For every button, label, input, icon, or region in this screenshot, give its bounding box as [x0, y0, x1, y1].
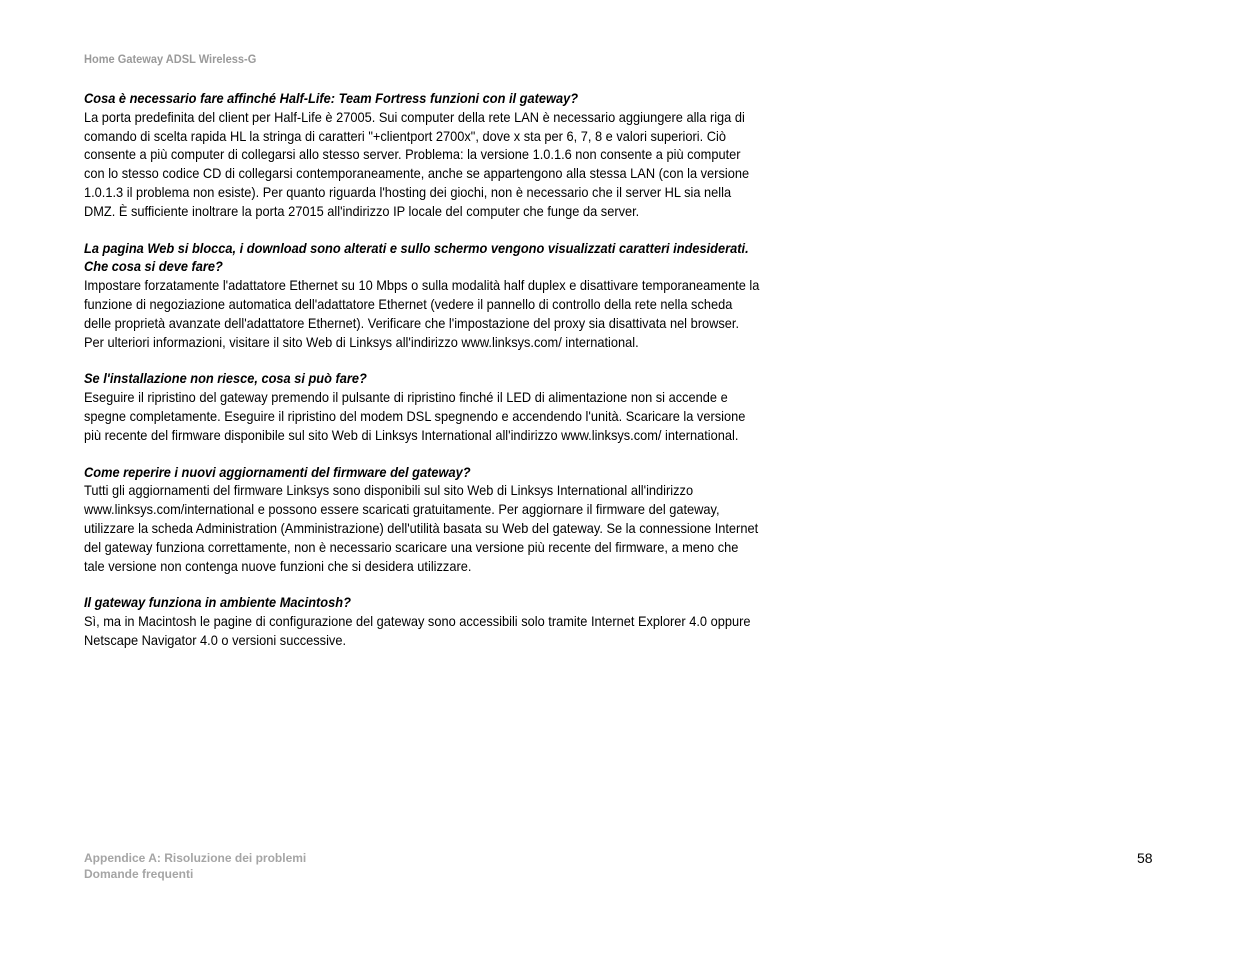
- faq-item-web-page-freeze: [84, 239, 761, 352]
- faq-answer: Eseguire il ripristino del gateway premendo il pulsante di ripristino finché il LED di alimentazione non si accende e spegne completamente. Eseguire il ripristino del modem DSL spegnendo e accendendo l'unità. Scaricare la versione più recente del firmware disponibile sul sito Web di Linksys International all'indirizzo www.linksys.com/ international.: [84, 389, 746, 443]
- faq-answer: Tutti gli aggiornamenti del firmware Linksys sono disponibili sul sito Web di Linksys International all'indirizzo www.linksys.com/international e possono essere scaricati gratuitamente. Per aggiornare il firmware del gateway, utilizzare la scheda Administration (Amministrazione) dell'utilità basata su Web del gateway. Se la connessione Internet del gateway funziona correttamente, non è necessario scaricare una versione più recente del firmware, a meno che tale versione non contenga nuove funzioni che si desidera utilizzare.: [84, 482, 759, 574]
- faq-question: Cosa è necessario fare affinché Half-Life: Team Fortress funzioni con il gateway?: [84, 90, 579, 106]
- page-header: Home Gateway ADSL Wireless-G: [84, 52, 257, 66]
- faq-content: [84, 89, 761, 668]
- faq-question: Se l'installazione non riesce, cosa si può fare?: [84, 370, 367, 387]
- page-footer: [84, 850, 306, 882]
- faq-item-firmware-updates: [84, 463, 761, 576]
- faq-answer: Sì, ma in Macintosh le pagine di configurazione del gateway sono accessibili solo tramite Internet Explorer 4.0 oppure Netscape Navigator 4.0 o versioni successive.: [84, 613, 751, 648]
- footer-chapter: Appendice A: Risoluzione dei problemi: [84, 851, 307, 865]
- faq-question: La pagina Web si blocca, i download sono alterati e sullo schermo vengono visualizzati caratteri indesiderati. Che cosa si deve fare?: [84, 239, 749, 275]
- faq-item-installation-failure: [84, 369, 761, 444]
- faq-item-macintosh: [84, 593, 761, 649]
- faq-question: Il gateway funziona in ambiente Macintosh?: [84, 594, 351, 611]
- page-number: 58: [1137, 850, 1153, 866]
- footer-section: Domande frequenti: [84, 867, 194, 881]
- faq-question: Come reperire i nuovi aggiornamenti del firmware del gateway?: [84, 463, 471, 480]
- faq-answer: La porta predefinita del client per Half-Life è 27005. Sui computer della rete LAN è necessario aggiungere alla riga di comando di scelta rapida HL la stringa di caratteri "+clientport 2700x", dove x sta per 6, 7, 8 e valori superiori. Ciò consente a più computer di collegarsi allo stesso server. Problema: la versione 1.0.1.6 non consente a più computer con lo stesso codice CD di collegarsi contemporaneamente, anche se appartengono alla stessa LAN (con la versione 1.0.1.3 il problema non esiste). Per quanto riguarda l'hosting dei giochi, non è necessario che il server HL sia nella DMZ. È sufficiente inoltrare la porta 27015 all'indirizzo IP locale del computer che funge da server.: [84, 108, 750, 219]
- faq-answer: Impostare forzatamente l'adattatore Ethernet su 10 Mbps o sulla modalità half duplex e disattivare temporaneamente la funzione di negoziazione automatica dell'adattatore Ethernet (vedere il pannello di controllo della rete nella scheda delle proprietà avanzate dell'adattatore Ethernet). Verificare che l'impostazione del proxy sia disattivata nel browser. Per ulteriori informazioni, visitare il sito Web di Linksys all'indirizzo www.linksys.com/ international.: [84, 277, 760, 350]
- faq-item-half-life: [84, 89, 761, 221]
